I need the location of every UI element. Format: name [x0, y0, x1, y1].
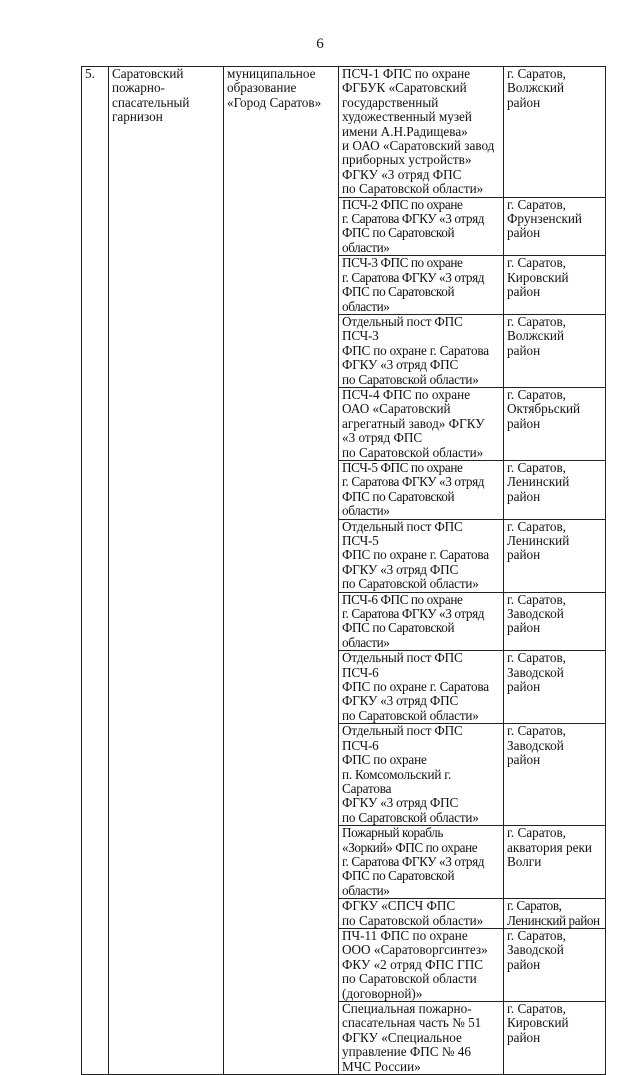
- unit-location-cell: г. Саратов, Заводской район: [504, 651, 606, 724]
- unit-name-cell: ПСЧ-3 ФПС по охране г. Саратова ФГКУ «3 отряд ФПС по Саратовской области»: [339, 256, 504, 315]
- unit-location-cell: г. Саратов, Ленинский район: [504, 460, 606, 519]
- unit-location-cell: г. Саратов, акватория реки Волги: [504, 826, 606, 899]
- garrison-cell: Саратовский пожарно- спасательный гарнизон: [109, 67, 224, 1075]
- page-number: 6: [316, 36, 324, 52]
- unit-location-cell: г. Саратов, Октябрьский район: [504, 387, 606, 460]
- unit-name-cell: ПСЧ-4 ФПС по охране ОАО «Саратовский агрегатный завод» ФГКУ «3 отряд ФПС по Саратовской области»: [339, 387, 504, 460]
- unit-location-cell: г. Саратов, Ленинский район: [504, 519, 606, 592]
- unit-location-cell: г. Саратов, Заводской район: [504, 592, 606, 651]
- unit-location-cell: г. Саратов, Кировский район: [504, 256, 606, 315]
- unit-name-cell: Специальная пожарно- спасательная часть № 51 ФГКУ «Специальное управление ФПС № 46 МЧС России»: [339, 1002, 504, 1075]
- municipality-cell: муниципальное образование «Город Саратов»: [224, 67, 339, 1075]
- unit-location-cell: г. Саратов, Ленинский район: [504, 899, 606, 929]
- table-row: [82, 67, 606, 198]
- unit-location-cell: г. Саратов, Волжский район: [504, 67, 606, 198]
- unit-location-cell: г. Саратов, Заводской район: [504, 928, 606, 1001]
- garrison-table: [81, 66, 606, 1075]
- unit-name-cell: ПЧ-11 ФПС по охране ООО «Саратоворгсинтез» ФКУ «2 отряд ФПС ГПС по Саратовской области (договорной)»: [339, 928, 504, 1001]
- unit-location-cell: г. Саратов, Кировский район: [504, 1002, 606, 1075]
- unit-name-cell: Отдельный пост ФПС ПСЧ-3 ФПС по охране г. Саратова ФГКУ «3 отряд ФПС по Саратовской области»: [339, 314, 504, 387]
- unit-location-cell: г. Саратов, Фрунзенский район: [504, 197, 606, 256]
- unit-name-cell: ПСЧ-5 ФПС по охране г. Саратова ФГКУ «3 отряд ФПС по Саратовской области»: [339, 460, 504, 519]
- row-number-cell: 5.: [82, 67, 109, 1075]
- unit-name-cell: ПСЧ-6 ФПС по охране г. Саратова ФГКУ «3 отряд ФПС по Саратовской области»: [339, 592, 504, 651]
- unit-name-cell: ПСЧ-1 ФПС по охране ФГБУК «Саратовский государственный художественный музей имени А.Н.Радищева» и ОАО «Саратовский завод приборных устройств» ФГКУ «3 отряд ФПС по Саратовской области»: [339, 67, 504, 198]
- unit-name-cell: ФГКУ «СПСЧ ФПС по Саратовской области»: [339, 899, 504, 929]
- unit-name-cell: Отдельный пост ФПС ПСЧ-6 ФПС по охране п. Комсомольский г. Саратова ФГКУ «3 отряд ФПС по Саратовской области»: [339, 724, 504, 826]
- unit-name-cell: Отдельный пост ФПС ПСЧ-5 ФПС по охране г. Саратова ФГКУ «3 отряд ФПС по Саратовской области»: [339, 519, 504, 592]
- unit-location-cell: г. Саратов, Волжский район: [504, 314, 606, 387]
- unit-location-cell: г. Саратов, Заводской район: [504, 724, 606, 826]
- unit-name-cell: Отдельный пост ФПС ПСЧ-6 ФПС по охране г. Саратова ФГКУ «3 отряд ФПС по Саратовской области»: [339, 651, 504, 724]
- unit-name-cell: ПСЧ-2 ФПС по охране г. Саратова ФГКУ «3 отряд ФПС по Саратовской области»: [339, 197, 504, 256]
- unit-name-cell: Пожарный корабль «Зоркий» ФПС по охране г. Саратова ФГКУ «3 отряд ФПС по Саратовской области»: [339, 826, 504, 899]
